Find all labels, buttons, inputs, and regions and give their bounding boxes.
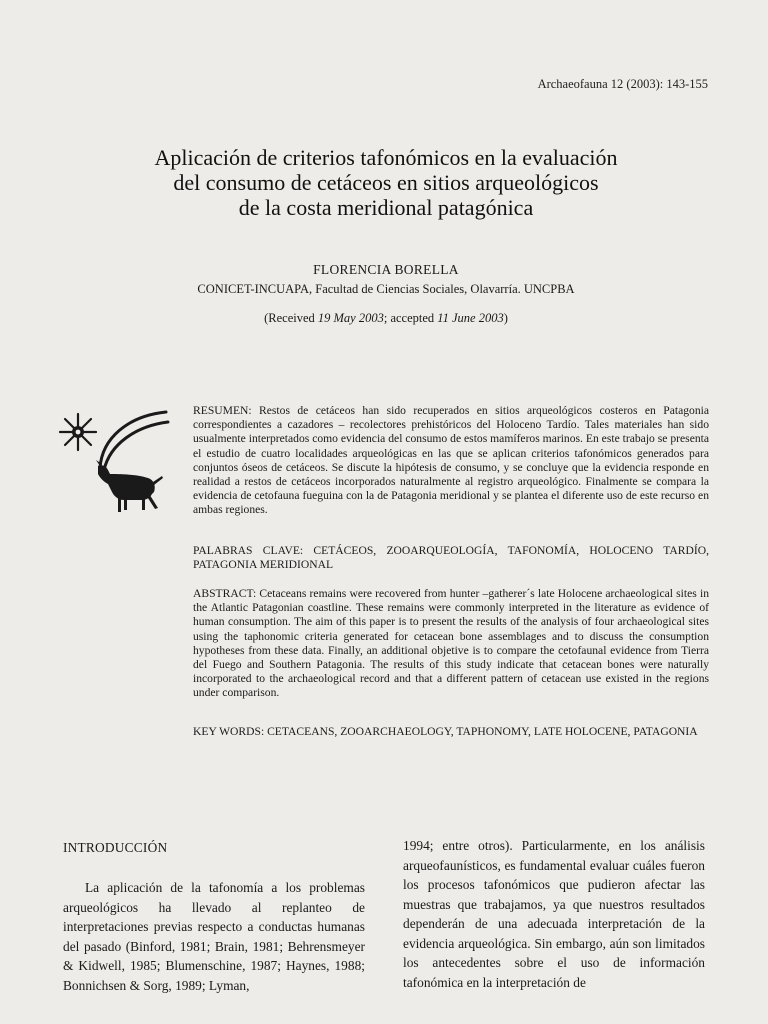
received-middle: ; accepted — [383, 311, 438, 325]
title-line-2: del consumo de cetáceos en sitios arqueológicos — [173, 170, 599, 195]
body-text-right-column: 1994; entre otros). Particularmente, en los análisis arqueofaunísticos, es fundamental evaluar cuáles fueron los procesos tafonómicos que pudieron afectar las muestras que trabajamos, ya que nuestros resultados dependerán de una adecuada interpretación de la evidencia arqueológica. Sin embargo, aún son limitados los antecedentes sobre el uso de información tafonómica en la interpretación de — [403, 838, 705, 990]
received-suffix: ) — [503, 311, 508, 325]
palabras-clave: PALABRAS CLAVE: CETÁCEOS, ZOOARQUEOLOGÍA, TAFONOMÍA, HOLOCENO TARDÍO, PATAGONIA MERIDIONAL — [193, 544, 709, 572]
accepted-date: 11 June 2003 — [437, 311, 504, 325]
section-heading-introduccion: INTRODUCCIÓN — [63, 840, 168, 855]
title-line-3: de la costa meridional patagónica — [238, 195, 534, 220]
resumen-paragraph: RESUMEN: Restos de cetáceos han sido recuperados en sitios arqueológicos costeros en Patagonia correspondientes a cazadores – recolectores prehistóricos del Holoceno Tardío. Tales materiales han sido usualmente interpretados como evidencia del consumo de estos mamíferos marinos. En este trabajo se presenta el estudio de cuatro localidades arqueológicas en las que se aplican criterios tafonómicos generados para conjuntos óseos de cetáceos. Se discute la hipótesis de consumo, y se concluye que la evidencia responde en realidad a restos de cetáceos incorporados naturalmente al registro arqueológico. Finalmente se compara la evidencia de cetofauna fueguina con la de Patagonia meridional y se plantea el diferente uso de este recurso en ambas regiones. — [193, 404, 709, 517]
journal-reference: Archaeofauna 12 (2003): 143-155 — [537, 77, 708, 91]
key-words: KEY WORDS: CETACEANS, ZOOARCHAEOLOGY, TAPHONOMY, LATE HOLOCENE, PATAGONIA — [193, 725, 698, 738]
received-prefix: (Received — [264, 311, 318, 325]
body-text-left-column: La aplicación de la tafonomía a los problemas arqueológicos ha llevado al replanteo de interpretaciones previas respecto a conductas humanas del pasado (Binford, 1981; Brain, 1981; Behrensmeyer & Kidwell, 1985; Blumenschine, 1987; Haynes, 1988; Bonnichsen & Sorg, 1989; Lyman, — [63, 880, 365, 993]
paper-title — [80, 145, 692, 220]
received-date: 19 May 2003 — [317, 311, 384, 325]
author-affiliation: CONICET-INCUAPA, Facultad de Ciencias Sociales, Olavarría. UNCPBA — [197, 282, 575, 296]
title-line-1: Aplicación de criterios tafonómicos en la evaluación — [154, 145, 618, 170]
author-name: FLORENCIA BORELLA — [313, 262, 459, 277]
abstract-paragraph: ABSTRACT: Cetaceans remains were recovered from hunter –gatherer´s late Holocene archaeological sites in the Atlantic Patagonian coastline. These remains were commonly interpreted in the literature as evidence of human consumption. The aim of this paper is to present the results of the analysis of four archaeological sites using the taphonomic criteria generated for cetacean bone assemblages and to discuss the consumption hypotheses from these data. Finally, an additional objetive is to compare the cetofaunal evidence from Tierra del Fuego and Southern Patagonia. The results of this study indicate that cetacean bones were naturally incorporated to the archaeological record and that a different pattern of cetacean use existed in the regions under comparison. — [193, 587, 709, 700]
sun-and-antelope-logo-icon — [58, 408, 178, 518]
received-dates — [80, 311, 692, 326]
